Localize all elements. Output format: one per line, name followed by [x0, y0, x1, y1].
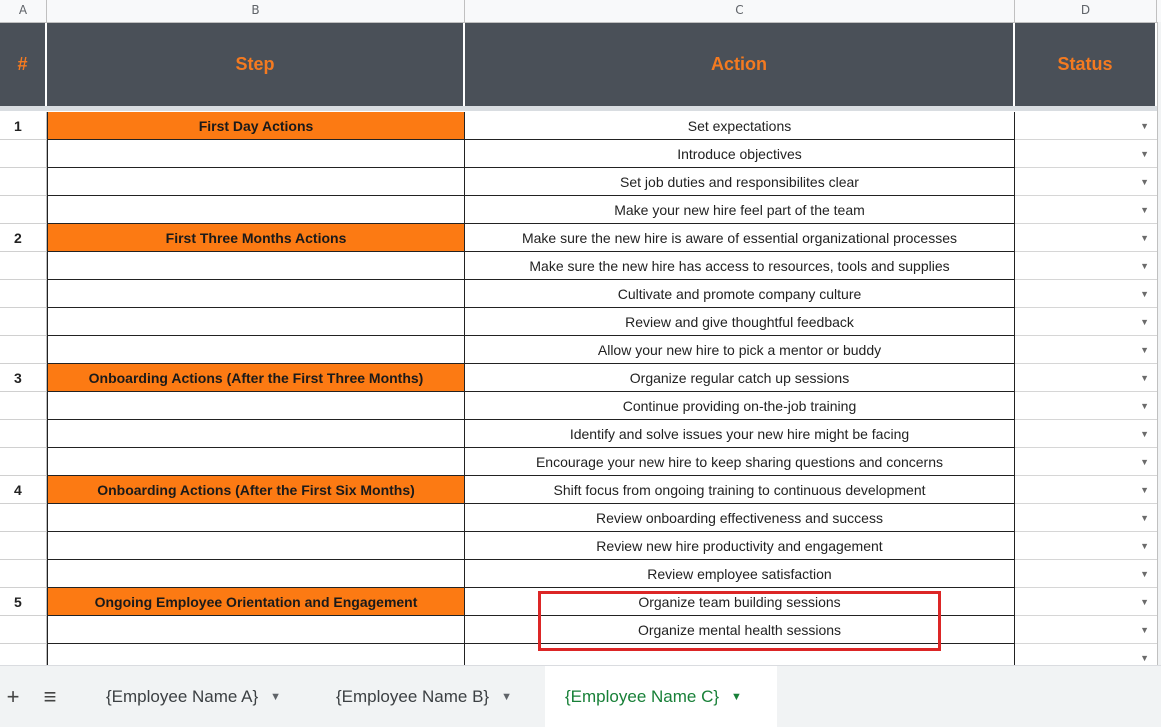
step-cell[interactable]	[47, 252, 465, 280]
table-row	[0, 140, 1161, 168]
step-cell[interactable]	[47, 168, 465, 196]
table-row	[0, 336, 1161, 364]
chevron-down-icon[interactable]: ▼	[1140, 372, 1149, 383]
row-number-cell[interactable]	[0, 420, 47, 448]
table-row	[0, 532, 1161, 560]
status-cell[interactable]	[1015, 308, 1157, 336]
status-cell[interactable]	[1015, 364, 1157, 392]
action-cell[interactable]: Cultivate and promote company culture	[465, 280, 1015, 308]
step-cell[interactable]	[47, 420, 465, 448]
status-cell[interactable]	[1015, 420, 1157, 448]
header-step[interactable]: Step	[47, 23, 465, 106]
sheet-tab-a[interactable]	[86, 666, 316, 728]
status-cell[interactable]	[1015, 252, 1157, 280]
row-number-cell[interactable]	[0, 616, 47, 644]
chevron-down-icon[interactable]: ▼	[1140, 456, 1149, 467]
status-cell[interactable]	[1015, 196, 1157, 224]
add-sheet-button[interactable]	[0, 666, 26, 728]
chevron-down-icon[interactable]: ▼	[1140, 176, 1149, 187]
step-cell[interactable]	[47, 616, 465, 644]
vertical-scrollbar[interactable]	[1157, 22, 1161, 665]
table-row	[0, 112, 1161, 140]
row-number-cell[interactable]: 2	[0, 224, 47, 252]
chevron-down-icon[interactable]: ▼	[1140, 148, 1149, 159]
status-cell[interactable]	[1015, 560, 1157, 588]
chevron-down-icon[interactable]: ▼	[1140, 120, 1149, 131]
step-cell[interactable]	[47, 280, 465, 308]
sheet-tab-label: {Employee Name C}	[565, 687, 720, 706]
table-row	[0, 616, 1161, 644]
chevron-down-icon[interactable]: ▼	[1140, 484, 1149, 495]
chevron-down-icon[interactable]: ▼	[1140, 288, 1149, 299]
action-cell[interactable]: Set job duties and responsibilites clear	[465, 168, 1015, 196]
chevron-down-icon[interactable]: ▼	[270, 691, 282, 703]
header-num[interactable]: #	[0, 23, 47, 106]
action-cell[interactable]: Encourage your new hire to keep sharing questions and concerns	[465, 448, 1015, 476]
step-cell[interactable]: First Day Actions	[47, 112, 465, 140]
row-number-cell[interactable]	[0, 280, 47, 308]
table-row	[0, 644, 1161, 665]
action-cell[interactable]: Organize mental health sessions	[465, 616, 1015, 644]
table-row	[0, 588, 1161, 616]
step-cell[interactable]	[47, 392, 465, 420]
table-row	[0, 560, 1161, 588]
row-number-cell[interactable]: 1	[0, 112, 47, 140]
chevron-down-icon[interactable]: ▼	[1140, 260, 1149, 271]
step-cell[interactable]	[47, 140, 465, 168]
all-sheets-button[interactable]	[34, 666, 66, 728]
chevron-down-icon[interactable]: ▼	[1140, 232, 1149, 243]
action-cell[interactable]: Identify and solve issues your new hire might be facing	[465, 420, 1015, 448]
action-cell[interactable]: Review onboarding effectiveness and success	[465, 504, 1015, 532]
row-number-cell[interactable]: 4	[0, 476, 47, 504]
chevron-down-icon[interactable]: ▼	[1140, 652, 1149, 663]
sheet-tab-c[interactable]	[545, 666, 777, 728]
action-cell[interactable]: Continue providing on-the-job training	[465, 392, 1015, 420]
sheet-tab-label: {Employee Name B}	[336, 687, 490, 706]
action-cell[interactable]: Organize team building sessions	[465, 588, 1015, 616]
column-header-row	[0, 0, 1161, 23]
status-cell[interactable]	[1015, 644, 1157, 665]
row-number-cell[interactable]: 3	[0, 364, 47, 392]
status-cell[interactable]	[1015, 280, 1157, 308]
list-icon: ≡	[43, 684, 57, 709]
action-cell[interactable]: Review and give thoughtful feedback	[465, 308, 1015, 336]
step-cell[interactable]	[47, 308, 465, 336]
chevron-down-icon[interactable]: ▼	[1140, 400, 1149, 411]
table-row	[0, 476, 1161, 504]
table-row	[0, 196, 1161, 224]
chevron-down-icon[interactable]: ▼	[1140, 596, 1149, 607]
action-cell[interactable]: Make your new hire feel part of the team	[465, 196, 1015, 224]
column-header-a[interactable]: A	[0, 0, 47, 22]
step-cell[interactable]: First Three Months Actions	[47, 224, 465, 252]
row-number-cell[interactable]	[0, 392, 47, 420]
status-cell[interactable]	[1015, 588, 1157, 616]
action-cell[interactable]: Organize regular catch up sessions	[465, 364, 1015, 392]
table-row	[0, 168, 1161, 196]
row-number-cell[interactable]	[0, 308, 47, 336]
status-cell[interactable]	[1015, 336, 1157, 364]
action-cell[interactable]: Introduce objectives	[465, 140, 1015, 168]
sheet-tab-bar	[0, 665, 1161, 727]
header-divider	[0, 106, 1161, 111]
row-number-cell[interactable]: 5	[0, 588, 47, 616]
step-cell[interactable]: Onboarding Actions (After the First Three Months)	[47, 364, 465, 392]
status-cell[interactable]	[1015, 168, 1157, 196]
row-number-cell[interactable]	[0, 644, 47, 665]
table-row	[0, 224, 1161, 252]
step-cell[interactable]	[47, 504, 465, 532]
step-cell[interactable]	[47, 448, 465, 476]
action-cell[interactable]: Review new hire productivity and engagement	[465, 532, 1015, 560]
status-cell[interactable]	[1015, 448, 1157, 476]
chevron-down-icon[interactable]: ▼	[1140, 540, 1149, 551]
status-cell[interactable]	[1015, 224, 1157, 252]
status-cell[interactable]	[1015, 616, 1157, 644]
status-cell[interactable]	[1015, 476, 1157, 504]
action-cell[interactable]: Set expectations	[465, 112, 1015, 140]
table-row	[0, 392, 1161, 420]
action-cell[interactable]: Shift focus from ongoing training to continuous development	[465, 476, 1015, 504]
chevron-down-icon[interactable]: ▼	[1140, 428, 1149, 439]
step-cell[interactable]: Ongoing Employee Orientation and Engagement	[47, 588, 465, 616]
row-number-cell[interactable]	[0, 560, 47, 588]
step-cell[interactable]: Onboarding Actions (After the First Six Months)	[47, 476, 465, 504]
step-cell[interactable]	[47, 532, 465, 560]
row-number-cell[interactable]	[0, 532, 47, 560]
status-cell[interactable]	[1015, 112, 1157, 140]
sheet-tab-label: {Employee Name A}	[106, 687, 259, 706]
table-row	[0, 308, 1161, 336]
sheet-tab-b[interactable]	[316, 666, 545, 728]
action-cell[interactable]: Review employee satisfaction	[465, 560, 1015, 588]
status-cell[interactable]	[1015, 504, 1157, 532]
table-row	[0, 504, 1161, 532]
chevron-down-icon[interactable]: ▼	[1140, 568, 1149, 579]
table-row	[0, 420, 1161, 448]
header-status[interactable]: Status	[1015, 23, 1157, 106]
row-number-cell[interactable]	[0, 252, 47, 280]
chevron-down-icon[interactable]: ▼	[731, 691, 742, 703]
column-header-b[interactable]: B	[47, 0, 465, 22]
status-cell[interactable]	[1015, 140, 1157, 168]
chevron-down-icon[interactable]: ▼	[1140, 204, 1149, 215]
table-row	[0, 280, 1161, 308]
column-header-c[interactable]: C	[465, 0, 1015, 22]
chevron-down-icon[interactable]: ▼	[1140, 624, 1149, 635]
row-number-cell[interactable]	[0, 140, 47, 168]
action-cell[interactable]: Make sure the new hire has access to resources, tools and supplies	[465, 252, 1015, 280]
status-cell[interactable]	[1015, 532, 1157, 560]
chevron-down-icon[interactable]: ▼	[1140, 316, 1149, 327]
table-row	[0, 448, 1161, 476]
step-cell[interactable]	[47, 196, 465, 224]
header-action[interactable]: Action	[465, 23, 1015, 106]
column-header-d[interactable]: D	[1015, 0, 1157, 22]
table-row	[0, 252, 1161, 280]
chevron-down-icon[interactable]: ▼	[1140, 344, 1149, 355]
row-number-cell[interactable]	[0, 504, 47, 532]
step-cell[interactable]	[47, 336, 465, 364]
step-cell[interactable]	[47, 644, 465, 665]
chevron-down-icon[interactable]: ▼	[1140, 512, 1149, 523]
row-number-cell[interactable]	[0, 196, 47, 224]
row-number-cell[interactable]	[0, 448, 47, 476]
status-cell[interactable]	[1015, 392, 1157, 420]
row-number-cell[interactable]	[0, 336, 47, 364]
action-cell[interactable]	[465, 644, 1015, 665]
step-cell[interactable]	[47, 560, 465, 588]
action-cell[interactable]: Allow your new hire to pick a mentor or buddy	[465, 336, 1015, 364]
chevron-down-icon[interactable]: ▼	[501, 691, 512, 703]
plus-icon: +	[6, 684, 20, 709]
row-number-cell[interactable]	[0, 168, 47, 196]
action-cell[interactable]: Make sure the new hire is aware of essential organizational processes	[465, 224, 1015, 252]
table-row	[0, 364, 1161, 392]
